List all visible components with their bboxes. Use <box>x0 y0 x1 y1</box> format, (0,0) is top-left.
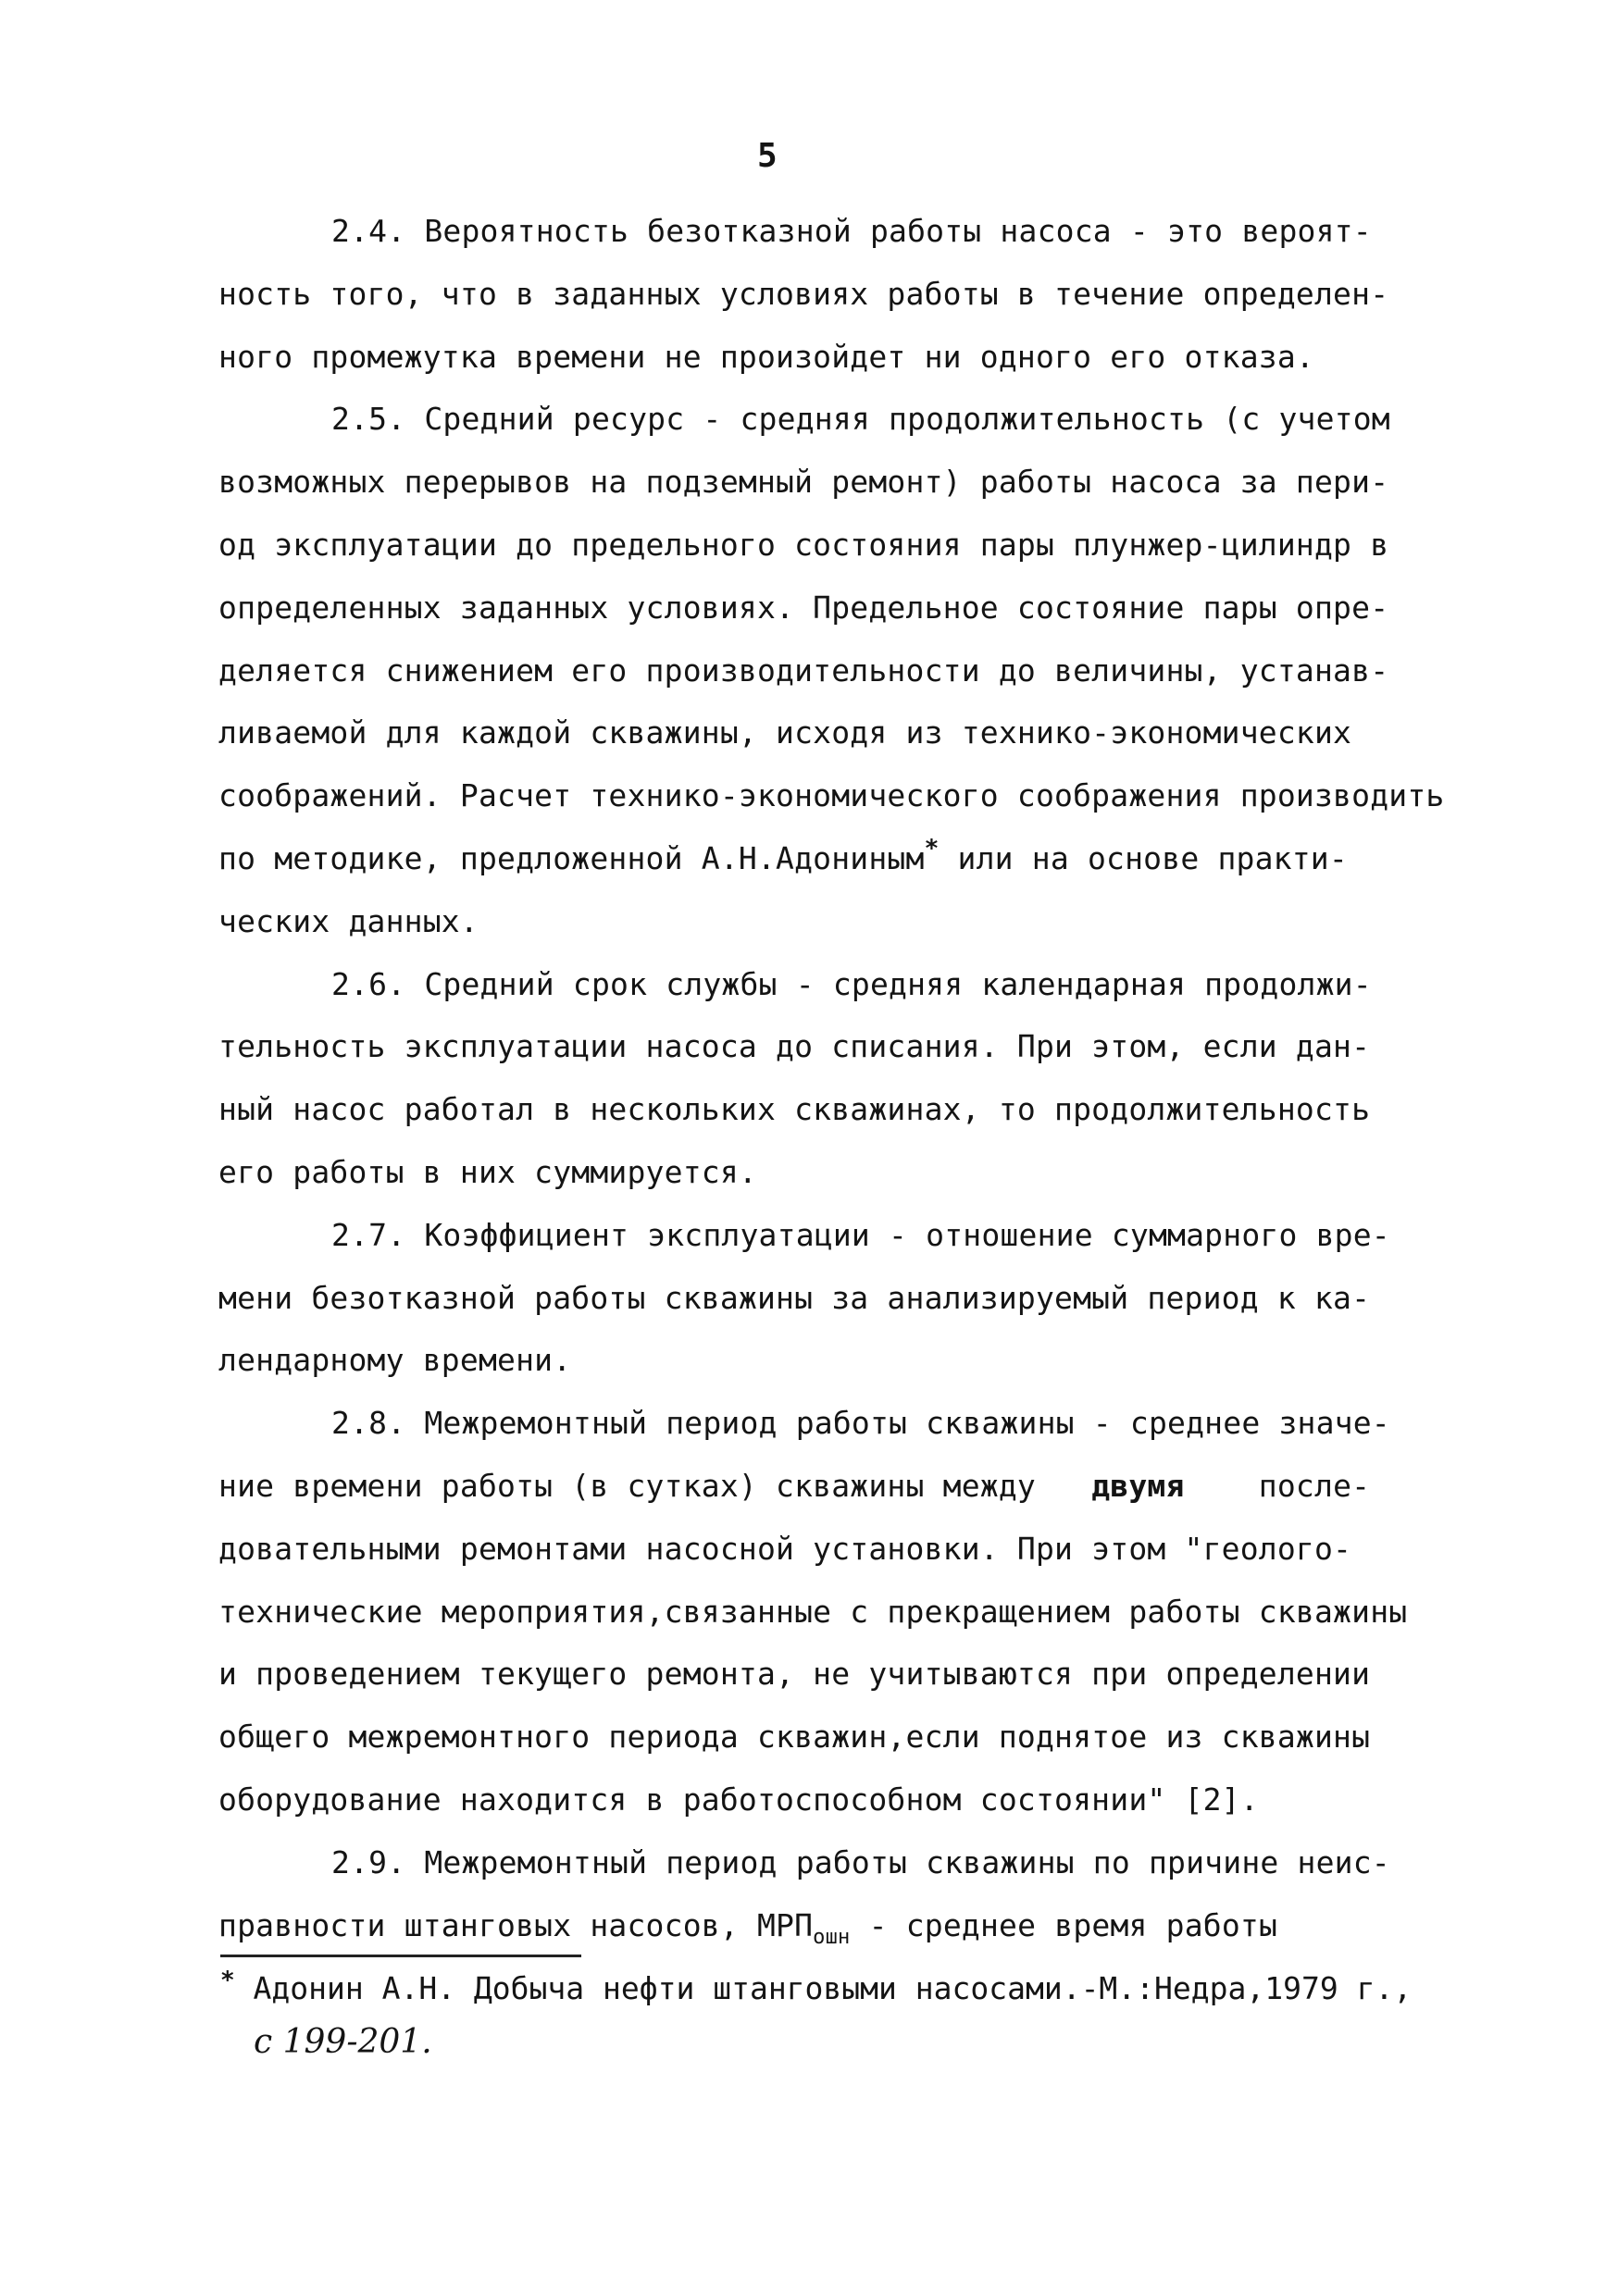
text-line: возможных перерывов на подземный ремонт) работы насоса за пери- <box>218 464 1389 501</box>
text-line <box>218 1894 1413 1957</box>
text-fragment: после- <box>1184 1467 1371 1504</box>
text-line: 2.4. Вероятность безотказной работы насоса - это вероят- <box>331 213 1372 249</box>
text-line: определенных заданных условиях. Предельное состояние пары опре- <box>218 589 1389 626</box>
text-line: 2.7. Коэффициент эксплуатации - отношение суммарного вре- <box>331 1216 1390 1253</box>
text-line: мени безотказной работы скважины за анализируемый период к ка- <box>218 1279 1371 1316</box>
text-line: 2.5. Средний ресурс - средняя продолжительность (с учетом <box>331 401 1390 438</box>
footnote-marker: * <box>924 834 940 863</box>
text-line: его работы в них суммируется. <box>218 1153 757 1190</box>
text-line: соображений. Расчет технико-экономического соображения производить <box>218 777 1445 814</box>
paragraph-2-7 <box>218 1204 1413 1392</box>
text-line: 2.9. Межремонтный период работы скважины по причине неис- <box>331 1843 1390 1880</box>
text-line: технические мероприятия,связанные с прекращением работы скважины <box>218 1593 1408 1630</box>
text-line: общего межремонтного периода скважин,если поднятое из скважины <box>218 1719 1371 1756</box>
text-line: 2.6. Средний срок службы - средняя календарная продолжи- <box>331 965 1372 1002</box>
footnote-separator <box>220 1955 581 1957</box>
text-line: ного промежутка времени не произойдет ни одного его отказа. <box>218 338 1314 375</box>
handwritten-page-range: с 199-201. <box>254 2023 432 2061</box>
text-line: ный насос работал в нескольких скважинах, то продолжительность <box>218 1091 1371 1128</box>
paragraph-2-8 <box>218 1392 1413 1831</box>
text-line: ливаемой для каждой скважины, исходя из технико-экономических <box>218 714 1352 751</box>
text-line: ность того, что в заданных условиях работы в течение определен- <box>218 275 1389 312</box>
paragraph-2-5 <box>218 388 1445 952</box>
document-body <box>218 200 1445 1956</box>
text-line: лендарному времени. <box>218 1342 572 1379</box>
text-line: оборудование находится в работоспособном состоянии" [2]. <box>218 1781 1259 1818</box>
paragraph-2-4 <box>218 200 1413 388</box>
text-fragment: правности штанговых насосов, МРП <box>218 1906 814 1943</box>
text-line: деляется снижением его производительности до величины, устанав- <box>218 652 1389 689</box>
text-line: тельность эксплуатации насоса до списания. При этом, если дан- <box>218 1028 1371 1065</box>
text-line: ческих данных. <box>218 902 479 939</box>
subscript-text: ошн <box>813 1925 851 1949</box>
paragraph-2-9 <box>218 1831 1413 1957</box>
text-fragment: - среднее время работы <box>850 1906 1278 1943</box>
paragraph-2-6 <box>218 953 1413 1204</box>
emphasis-text: двумя <box>1091 1467 1185 1504</box>
text-line: довательными ремонтами насосной установки. При этом "геолого- <box>218 1530 1352 1567</box>
text-line: и проведением текущего ремонта, не учитываются при определении <box>218 1656 1371 1693</box>
footnote-marker: * <box>220 1967 235 1994</box>
footnote-text: Адонин А.Н. Добыча нефти штанговыми насосами.-М.:Недра,1979 г., <box>234 1970 1413 2006</box>
text-fragment: по методике, предложенной А.Н.Адониным <box>218 839 925 876</box>
text-fragment: или на основе практи- <box>939 839 1348 876</box>
text-line <box>218 827 1413 890</box>
page-number: 5 <box>757 137 778 175</box>
text-line: од эксплуатации до предельного состояния пары плунжер-цилиндр в <box>218 526 1389 563</box>
footnote-line <box>220 1962 1414 2016</box>
text-line: 2.8. Межремонтный период работы скважины - среднее значе- <box>331 1405 1390 1442</box>
text-fragment: ние времени работы (в сутках) скважины между <box>218 1467 1092 1504</box>
footnote <box>220 1962 1414 2069</box>
text-line <box>218 1455 1413 1518</box>
